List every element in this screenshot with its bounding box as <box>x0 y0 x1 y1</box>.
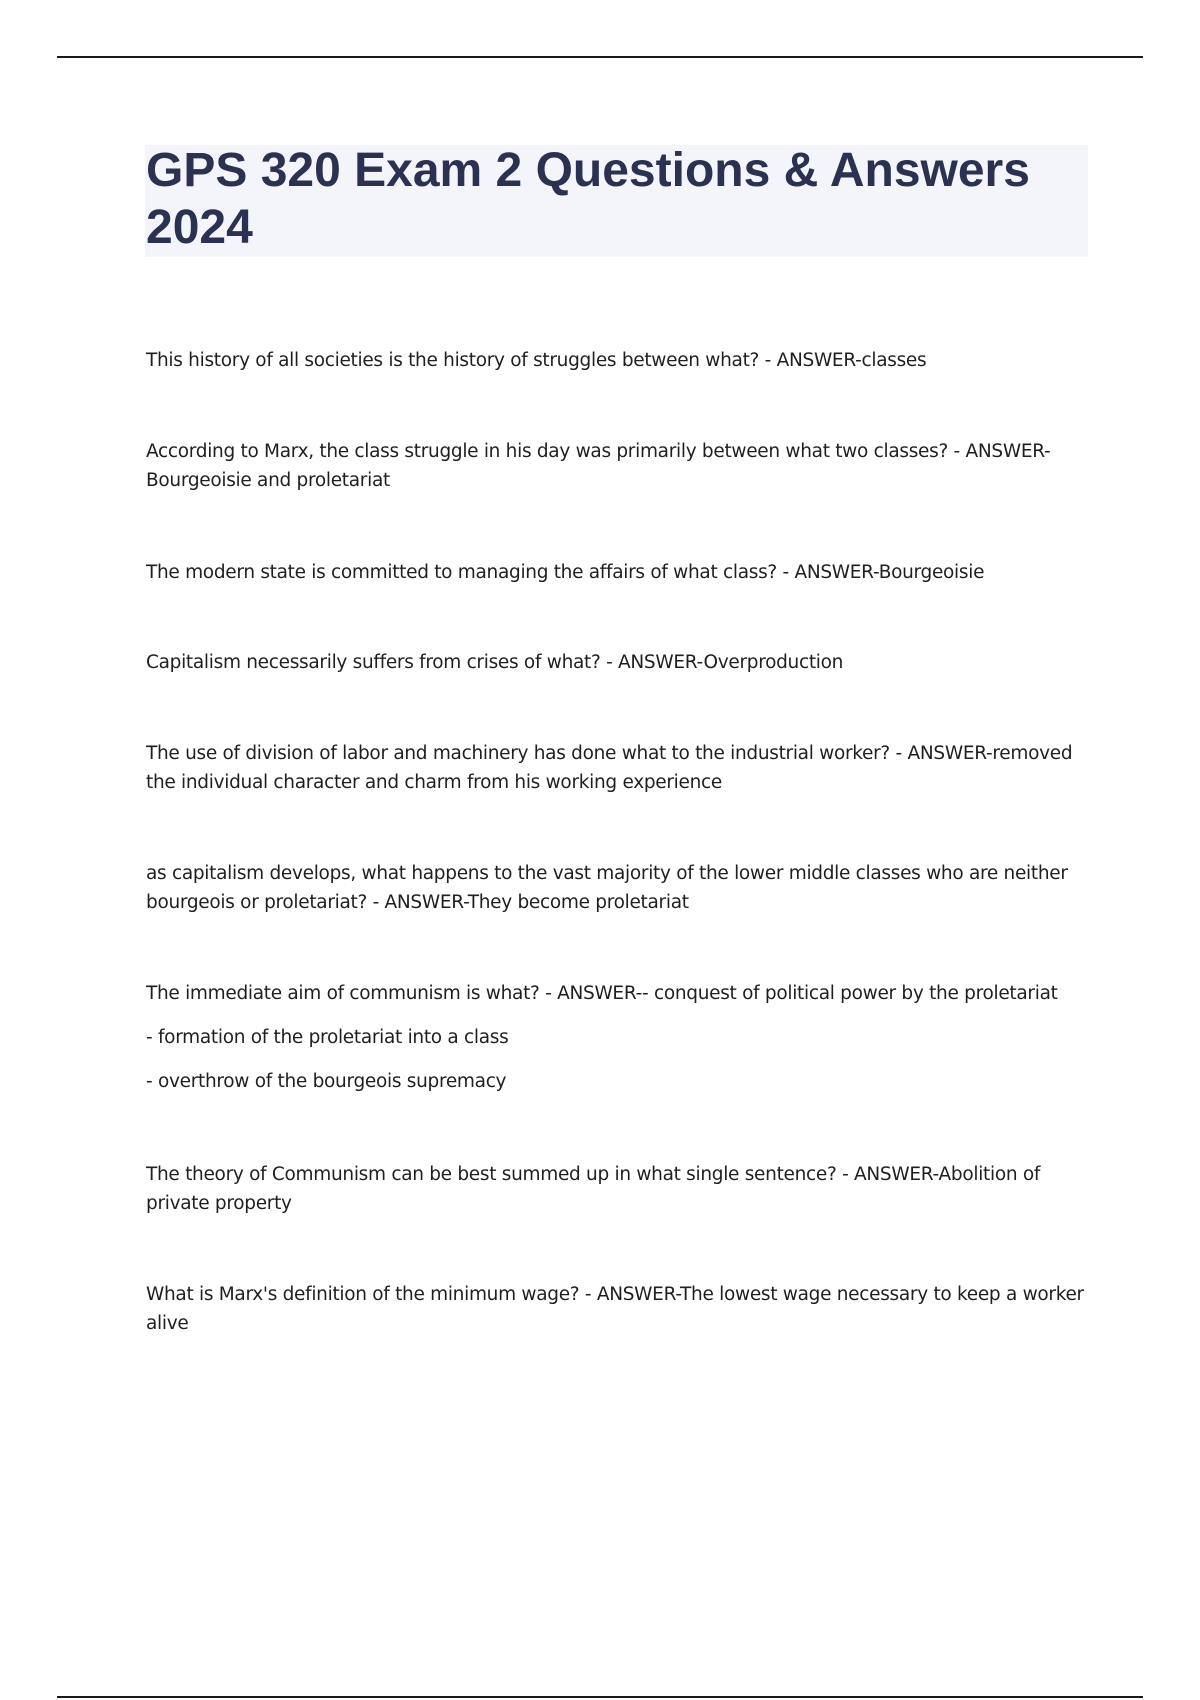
qa-item <box>146 1280 1096 1338</box>
bottom-divider <box>57 1696 1143 1698</box>
qa-text: According to Marx, the class struggle in his day was primarily between what two classes? - ANSWER-Bourgeoisie and proletariat <box>146 441 1051 491</box>
qa-item <box>146 346 1096 375</box>
qa-text: The theory of Communism can be best summed up in what single sentence? - ANSWER-Abolition of private property <box>146 1164 1041 1214</box>
qa-item <box>146 1160 1096 1218</box>
qa-text: as capitalism develops, what happens to the vast majority of the lower middle classes who are neither bourgeois or proletariat? - ANSWER-They become proletariat <box>146 863 1068 913</box>
qa-text: The immediate aim of communism is what? - ANSWER-- conquest of political power by the proletariat <box>146 983 1058 1004</box>
qa-item <box>146 558 1096 587</box>
document-title: GPS 320 Exam 2 Questions & Answers 2024 <box>146 144 1030 254</box>
qa-bullet: - overthrow of the bourgeois supremacy <box>146 1071 507 1092</box>
qa-item <box>146 859 1096 917</box>
qa-item <box>146 739 1096 797</box>
qa-text: Capitalism necessarily suffers from crises of what? - ANSWER-Overproduction <box>146 652 844 673</box>
qa-item <box>146 437 1096 495</box>
qa-text: The modern state is committed to managing the affairs of what class? - ANSWER-Bourgeoisie <box>146 562 985 583</box>
qa-text: This history of all societies is the history of struggles between what? - ANSWER-classes <box>146 350 927 371</box>
qa-text: What is Marx's definition of the minimum wage? - ANSWER-The lowest wage necessary to keep a worker alive <box>146 1284 1084 1334</box>
top-divider <box>57 56 1143 58</box>
qa-text: The use of division of labor and machinery has done what to the industrial worker? - ANSWER-removed the individual character and charm from his working experience <box>146 743 1073 793</box>
qa-item <box>146 648 1096 677</box>
qa-item <box>146 979 1096 1096</box>
qa-bullet: - formation of the proletariat into a class <box>146 1027 509 1048</box>
